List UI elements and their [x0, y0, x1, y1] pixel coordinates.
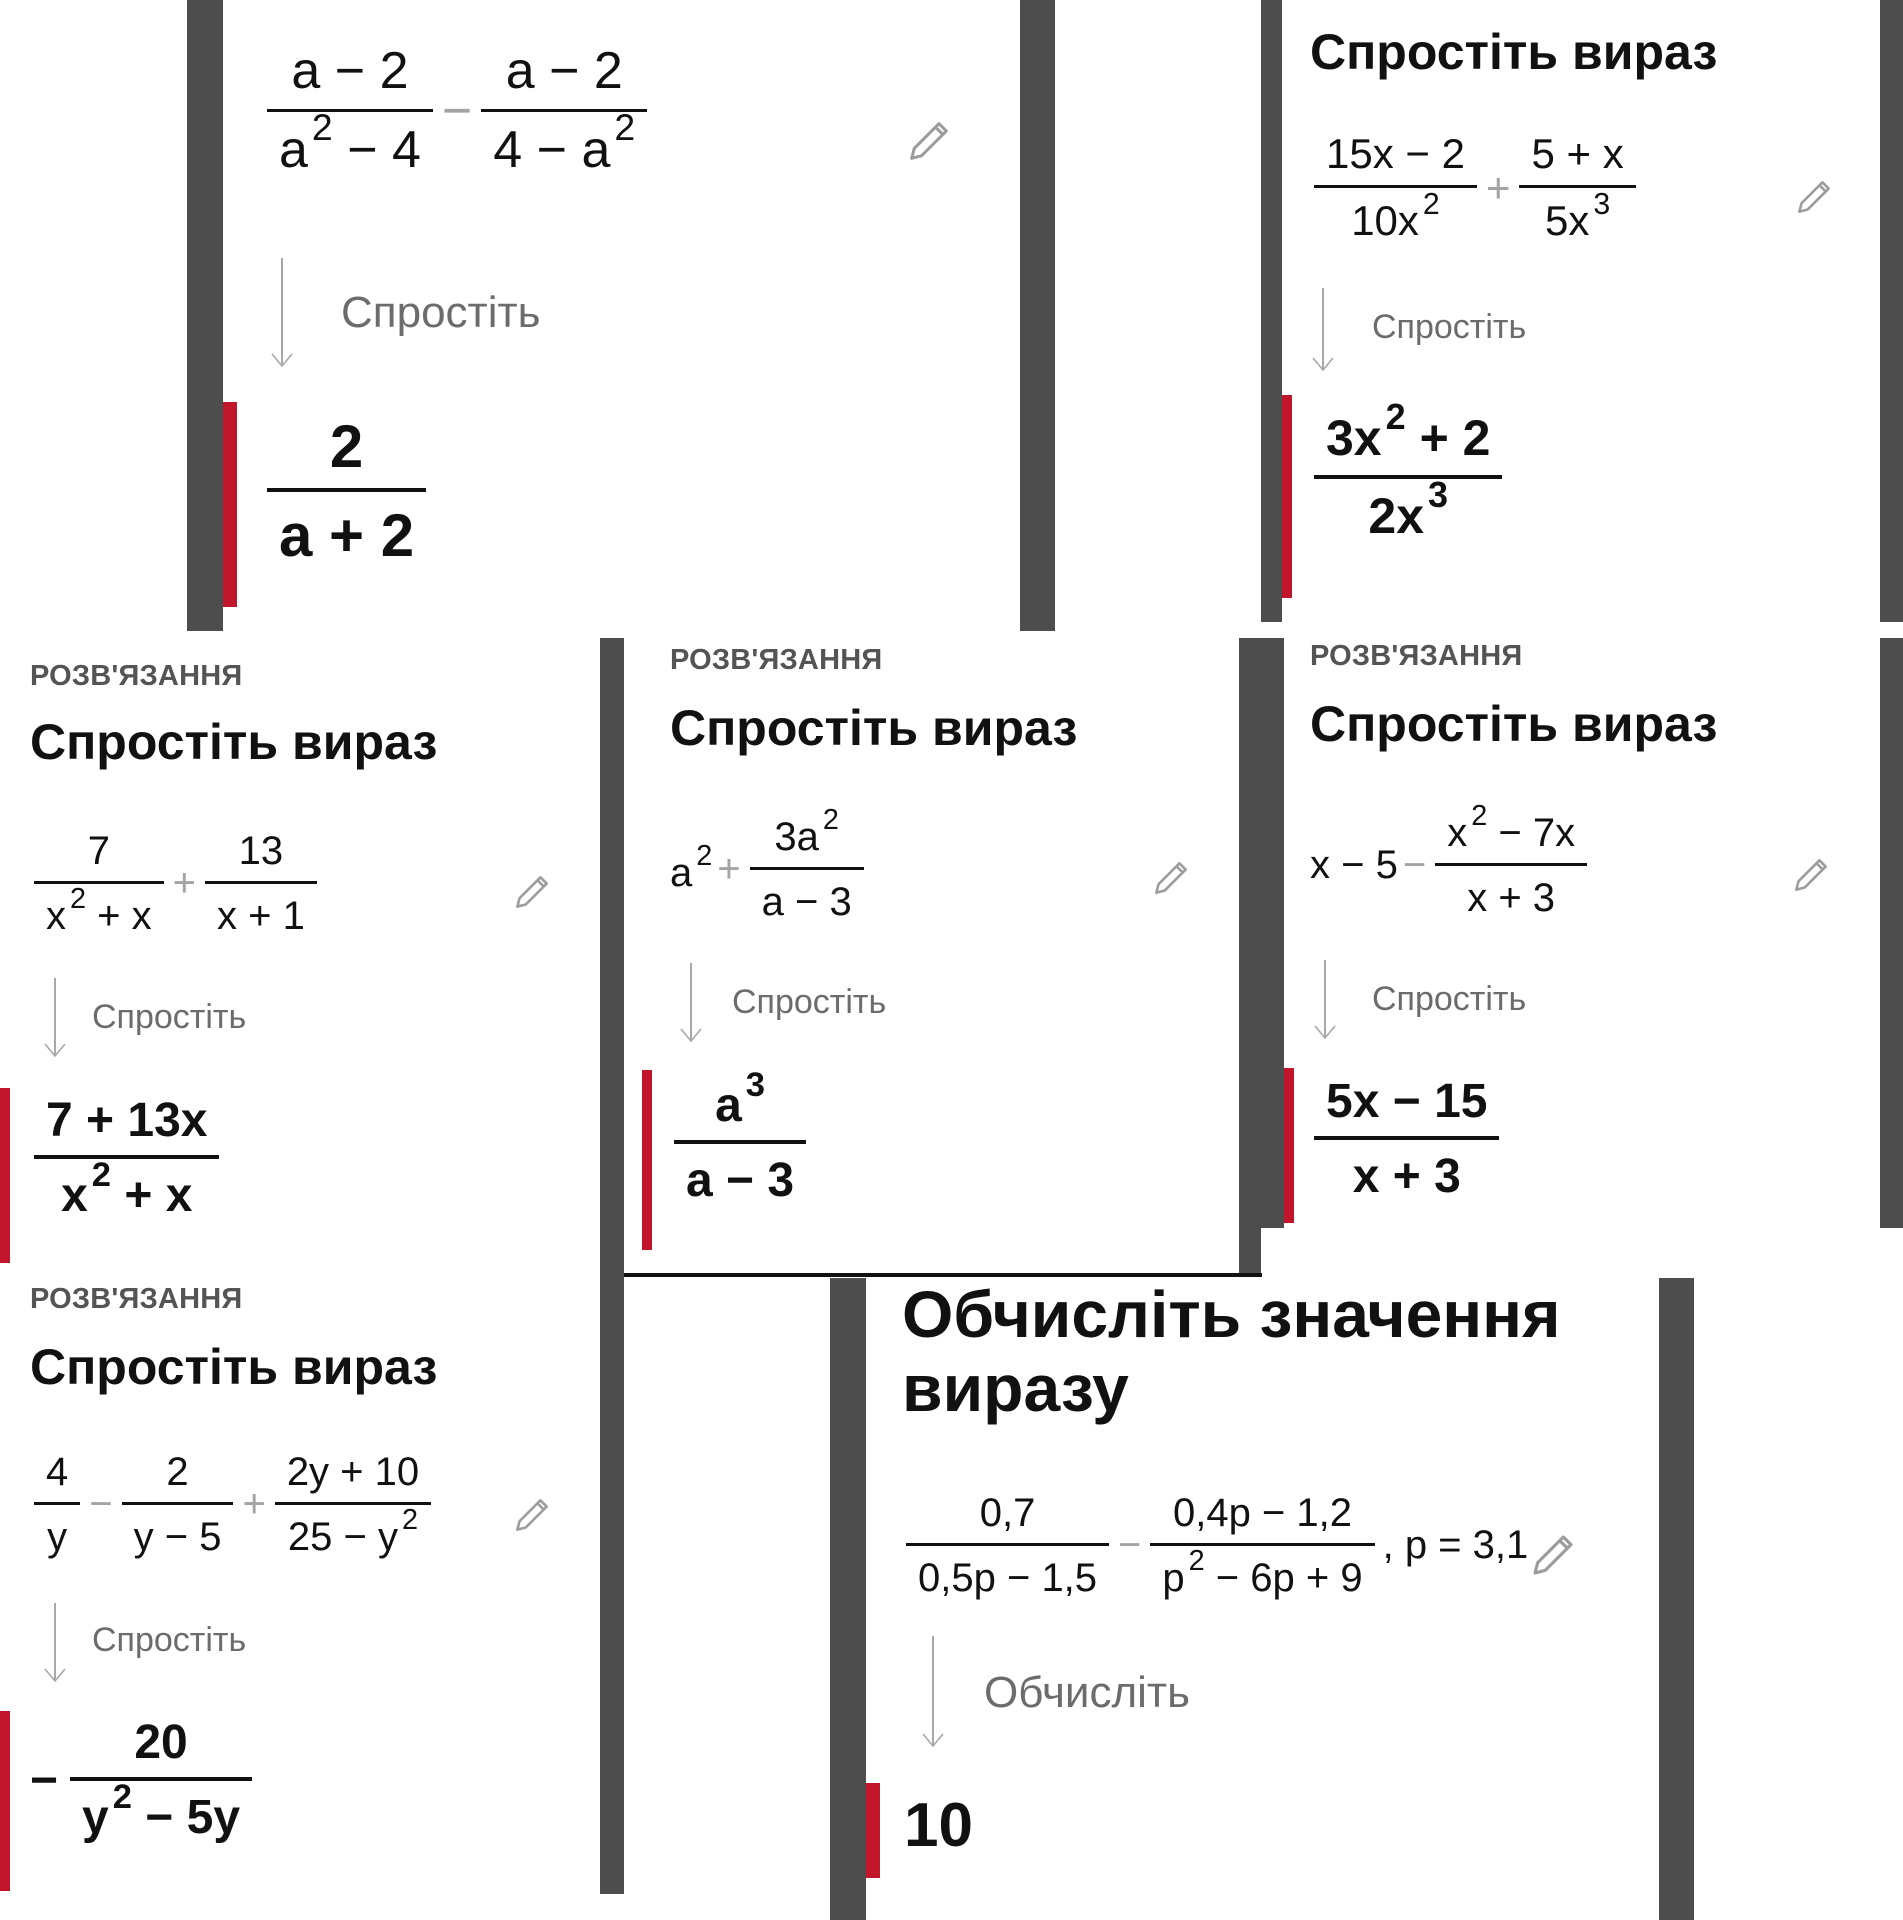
term: x	[1447, 811, 1468, 855]
fraction	[205, 828, 317, 939]
answer-value: 10	[904, 1791, 973, 1860]
pencil-icon[interactable]	[903, 115, 955, 167]
denominator: x + 3	[1467, 876, 1556, 920]
numerator: 5x − 15	[1326, 1075, 1488, 1128]
operator: +	[242, 1482, 266, 1526]
term	[670, 840, 713, 896]
exponent: 2	[822, 804, 839, 837]
term: − 6p + 9	[1215, 1556, 1363, 1600]
answer-expression	[30, 1715, 256, 1845]
operator: +	[1485, 163, 1511, 211]
pencil-icon[interactable]	[1526, 1528, 1580, 1582]
answer-marker	[642, 1070, 652, 1250]
condition: , p = 3,1	[1382, 1523, 1529, 1567]
numerator: 0,4p − 1,2	[1172, 1491, 1353, 1535]
denominator	[34, 884, 164, 939]
operator: −	[89, 1482, 113, 1526]
problem-expression	[902, 1490, 1528, 1601]
answer-expression	[670, 1066, 810, 1208]
numerator	[703, 1066, 777, 1140]
operator: −	[441, 82, 473, 141]
step-label: Спростіть	[341, 288, 541, 337]
denominator: a − 3	[761, 880, 852, 924]
denominator	[481, 105, 647, 181]
exponent: 2	[91, 1156, 111, 1195]
fraction	[906, 1490, 1109, 1601]
numerator: 2y + 10	[286, 1450, 420, 1494]
exponent: 2	[112, 1778, 132, 1817]
exponent: 2	[402, 1504, 419, 1537]
answer-expression	[1310, 396, 1506, 545]
section-label: РОЗВ'ЯЗАННЯ	[670, 644, 883, 676]
exponent: 2	[1385, 396, 1406, 438]
term: + 2	[1419, 410, 1491, 466]
divider-bar	[1880, 638, 1903, 1228]
fraction	[1150, 1490, 1374, 1601]
fraction	[122, 1449, 234, 1560]
denominator	[267, 105, 433, 181]
denominator	[1150, 1546, 1374, 1601]
exponent: 2	[311, 105, 333, 148]
pencil-icon[interactable]	[1792, 175, 1836, 219]
pencil-icon[interactable]	[510, 1493, 554, 1537]
denominator: a − 3	[686, 1154, 795, 1208]
operator: +	[172, 861, 196, 905]
minus-sign: −	[30, 1753, 59, 1807]
denominator	[1339, 188, 1452, 245]
problem-expression	[1310, 800, 1591, 921]
term: a	[715, 1079, 742, 1132]
numerator: 2	[329, 413, 364, 480]
exponent: 3	[1593, 187, 1611, 221]
problem-expression	[263, 42, 651, 181]
exponent: 2	[614, 105, 636, 148]
answer-marker	[0, 1711, 10, 1891]
denominator: 0,5p − 1,5	[918, 1556, 1098, 1600]
answer-marker	[0, 1088, 10, 1263]
step-label: Спростіть	[1372, 308, 1527, 346]
task-title: Спростіть вираз	[670, 700, 1078, 756]
term: a	[279, 120, 308, 179]
arrow-down-icon	[271, 258, 293, 368]
denominator: y − 5	[133, 1515, 222, 1559]
numerator	[1314, 396, 1502, 475]
numerator: 7	[87, 829, 110, 873]
exponent: 3	[1428, 473, 1449, 515]
term: 10x	[1351, 197, 1419, 245]
term: 25 − y	[287, 1515, 398, 1559]
fraction	[1314, 1074, 1499, 1204]
task-title: Спростіть вираз	[1310, 24, 1718, 80]
term: 3x	[1326, 410, 1382, 466]
pencil-icon[interactable]	[510, 870, 554, 914]
answer-expression	[30, 1093, 223, 1223]
step-label: Спростіть	[92, 998, 247, 1036]
fraction	[275, 1449, 431, 1560]
problem-card-7	[866, 1278, 1659, 1920]
numerator: a − 2	[505, 42, 623, 100]
arrow-down-icon	[44, 978, 66, 1058]
term: 3a	[774, 815, 819, 859]
denominator	[70, 1778, 252, 1845]
problem-card-1	[223, 0, 1020, 631]
problem-card-6	[0, 1263, 600, 1920]
exponent: 2	[1422, 187, 1440, 221]
term: a	[670, 851, 693, 895]
section-label: РОЗВ'ЯЗАННЯ	[1310, 640, 1523, 672]
term: − 4	[347, 120, 421, 179]
operator: −	[1118, 1523, 1142, 1567]
numerator: 7 + 13x	[46, 1094, 208, 1147]
denominator: a + 2	[279, 502, 415, 569]
exponent: 2	[696, 840, 713, 873]
divider-bar	[600, 638, 624, 1894]
divider-bar	[187, 0, 223, 631]
fraction	[267, 412, 426, 570]
denominator: y	[47, 1515, 68, 1559]
divider-bar	[1261, 0, 1282, 622]
step-label: Спростіть	[92, 1621, 247, 1659]
term: − 5y	[145, 1791, 241, 1845]
numerator: 15x − 2	[1326, 130, 1465, 177]
fraction	[70, 1715, 252, 1845]
term: y	[82, 1791, 109, 1845]
problem-card-3	[0, 638, 600, 1263]
term: 2x	[1368, 487, 1425, 544]
term: x − 5	[1310, 843, 1398, 887]
answer-expression	[263, 412, 430, 570]
numerator: 0,7	[979, 1491, 1036, 1535]
task-title: Спростіть вираз	[30, 714, 438, 770]
numerator: 2	[166, 1450, 189, 1494]
denominator	[276, 1505, 430, 1560]
section-label: РОЗВ'ЯЗАННЯ	[30, 660, 243, 692]
operator: −	[1402, 843, 1427, 887]
numerator: 20	[134, 1716, 188, 1769]
pencil-icon[interactable]	[1149, 856, 1193, 900]
term: 5x	[1545, 197, 1590, 245]
denominator	[49, 1156, 204, 1223]
divider-bar	[830, 1278, 866, 1920]
arrow-down-icon	[922, 1636, 944, 1748]
divider-bar	[1659, 1278, 1694, 1920]
term	[1310, 843, 1398, 888]
denominator: x + 3	[1352, 1150, 1461, 1204]
exponent: 2	[1471, 800, 1488, 833]
exponent: 2	[1188, 1545, 1205, 1578]
operator: +	[717, 847, 741, 891]
numerator	[1435, 800, 1587, 863]
exponent: 3	[745, 1066, 765, 1105]
divider-bar	[1261, 638, 1284, 1228]
pencil-icon[interactable]	[1789, 853, 1833, 897]
term: x	[46, 894, 66, 938]
fraction	[1314, 130, 1477, 246]
divider-bar	[1020, 0, 1055, 631]
numerator: a − 2	[291, 42, 409, 100]
term: − 7x	[1498, 811, 1576, 855]
fraction	[1519, 130, 1635, 246]
task-title: Обчисліть значення виразу	[902, 1278, 1561, 1425]
arrow-down-icon	[44, 1603, 66, 1683]
denominator	[1356, 473, 1460, 546]
step-label: Спростіть	[1372, 980, 1527, 1018]
arrow-down-icon	[680, 963, 702, 1043]
denominator: x + 1	[216, 894, 305, 938]
fraction	[750, 804, 864, 925]
fraction	[34, 828, 164, 939]
fraction	[1435, 800, 1587, 921]
term: x	[61, 1169, 88, 1223]
task-title: Спростіть вираз	[1310, 696, 1718, 752]
exponent: 2	[70, 883, 87, 916]
fraction	[674, 1066, 806, 1208]
fraction	[267, 42, 433, 181]
section-label: РОЗВ'ЯЗАННЯ	[30, 1283, 243, 1315]
denominator	[1533, 188, 1622, 245]
numerator: 4	[46, 1450, 69, 1494]
divider-line	[624, 1273, 1262, 1277]
problem-expression	[670, 804, 868, 925]
problem-expression	[30, 1449, 435, 1560]
step-label: Обчисліть	[984, 1668, 1190, 1717]
problem-expression	[1310, 130, 1640, 246]
problem-card-4	[624, 638, 1239, 1270]
answer-expression	[1310, 1074, 1503, 1204]
numerator: 13	[238, 829, 284, 873]
step-label: Спростіть	[732, 983, 887, 1021]
answer-marker	[1282, 395, 1292, 598]
answer-marker	[866, 1783, 880, 1878]
fraction	[34, 1093, 219, 1223]
answer-marker	[223, 402, 237, 607]
arrow-down-icon	[1312, 288, 1334, 372]
problem-card-5	[1284, 638, 1880, 1228]
fraction	[481, 42, 647, 181]
term: + x	[124, 1169, 193, 1223]
numerator	[762, 804, 851, 867]
divider-bar	[1239, 638, 1261, 1276]
problem-expression	[30, 828, 321, 939]
arrow-down-icon	[1314, 960, 1336, 1040]
numerator: 5 + x	[1531, 130, 1624, 177]
fraction	[1314, 396, 1502, 545]
divider-bar	[1880, 0, 1903, 622]
problem-card-2	[1282, 0, 1880, 622]
term: p	[1162, 1556, 1185, 1600]
term: + x	[97, 894, 152, 938]
answer-marker	[1284, 1068, 1294, 1223]
task-title: Спростіть вираз	[30, 1339, 438, 1395]
fraction	[34, 1449, 80, 1560]
term: 4 − a	[493, 120, 611, 179]
